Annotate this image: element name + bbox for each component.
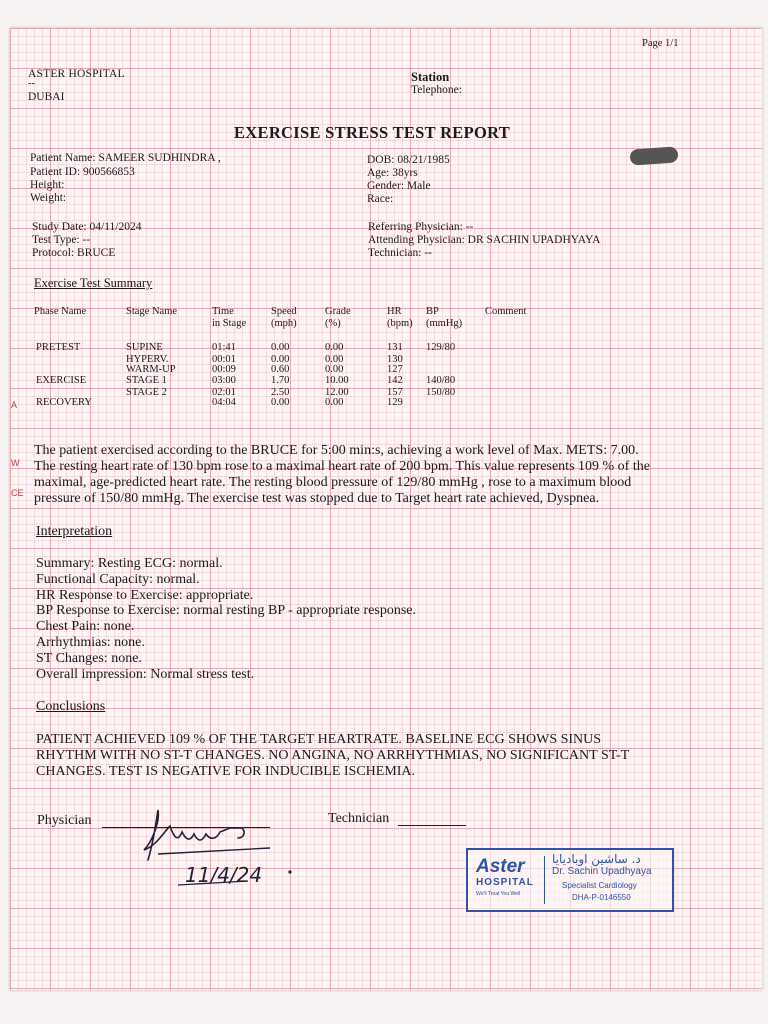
header-phase: Phase Name (34, 306, 87, 317)
cell-phase: EXERCISE (36, 375, 87, 386)
patient-dob: DOB: 08/21/1985 (367, 154, 450, 166)
interpretation-line: Arrhythmias: none. (36, 634, 145, 650)
report-title: EXERCISE STRESS TEST REPORT (234, 123, 511, 142)
cell-bp: 140/80 (426, 375, 456, 386)
technician-label: Technician (328, 811, 390, 826)
cell-stage: WARM-UP (126, 364, 176, 375)
header-stage: Stage Name (126, 306, 178, 317)
cell-bp: 150/80 (426, 387, 456, 398)
hospital-dash: -- (28, 78, 35, 89)
interpretation-line: BP Response to Exercise: normal resting BP - appropriate response. (36, 603, 416, 619)
cell-stage: STAGE 2 (126, 387, 167, 398)
cell-time: 01:41 (212, 342, 236, 353)
cell-hr: 127 (387, 364, 403, 375)
table-row (34, 397, 734, 409)
telephone-label: Telephone: (411, 84, 462, 96)
cell-grade: 12.00 (325, 387, 349, 398)
cell-phase: RECOVERY (36, 397, 93, 408)
stamp-specialty: Specialist Cardiology (562, 881, 637, 890)
cell-time: 04:04 (212, 397, 236, 408)
stamp-divider (544, 856, 545, 904)
cell-time: 00:01 (212, 354, 236, 365)
narrative-line: The resting heart rate of 130 bpm rose to a maximal heart rate of 200 bpm. This value represents 109 % of the (34, 459, 650, 474)
interpretation-line: Chest Pain: none. (36, 619, 135, 635)
conclusions-heading: Conclusions (36, 699, 106, 714)
cell-speed: 1.70 (271, 375, 290, 386)
cell-time: 02:01 (212, 387, 236, 398)
cell-hr: 130 (387, 354, 403, 365)
patient-id: Patient ID: 900566853 (30, 166, 135, 178)
hospital-city: DUBAI (28, 91, 65, 103)
stamp-license: DHA-P-0146550 (572, 893, 631, 902)
cell-speed: 0.00 (271, 342, 290, 353)
cell-speed: 0.60 (271, 364, 290, 375)
technician-field: Technician: -- (368, 247, 433, 259)
interpretation-heading: Interpretation (36, 524, 113, 539)
cell-grade: 0.00 (325, 364, 344, 375)
patient-height: Height: (30, 179, 65, 191)
report-paper (10, 28, 762, 990)
page-number: Page 1/1 (642, 38, 679, 49)
physician-signature (130, 788, 300, 888)
exercise-summary-table (34, 306, 734, 416)
cell-grade: 0.00 (325, 397, 344, 408)
interpretation-line: HR Response to Exercise: appropriate. (36, 587, 254, 603)
cell-time: 00:09 (212, 364, 236, 375)
test-type: Test Type: -- (32, 234, 91, 246)
stamp-tagline: We'll Treat You Well (476, 891, 521, 897)
cell-hr: 131 (387, 342, 403, 353)
study-date: Study Date: 04/11/2024 (32, 221, 142, 233)
cell-hr: 142 (387, 375, 403, 386)
header-hr: HR (bpm) (387, 306, 413, 329)
patient-age: Age: 38yrs (367, 167, 418, 179)
interpretation-list (36, 556, 416, 682)
protocol: Protocol: BRUCE (32, 247, 116, 259)
handwritten-date: 11/4/24 (185, 863, 263, 887)
narrative-line: The patient exercised according to the BRUCE for 5:00 min:s, achieving a work level of Max. METS: 7.00. (34, 443, 639, 458)
header-grade: Grade (%) (325, 306, 351, 329)
cell-speed: 0.00 (271, 354, 290, 365)
cell-bp: 129/80 (426, 342, 456, 353)
cell-time: 03:00 (212, 375, 236, 386)
station-label: Station (411, 70, 450, 84)
cell-stage: SUPINE (126, 342, 163, 353)
table-row (34, 342, 734, 354)
redaction-mark (630, 146, 679, 165)
cell-hr: 157 (387, 387, 403, 398)
narrative-line: pressure of 150/80 mmHg. The exercise test was stopped due to Target heart rate achieved, Dyspnea. (34, 491, 600, 506)
cell-stage: STAGE 1 (126, 375, 167, 386)
interpretation-line: Overall impression: Normal stress test. (36, 666, 255, 682)
patient-race: Race: (367, 193, 394, 205)
header-comment: Comment (485, 306, 527, 317)
cell-grade: 0.00 (325, 342, 344, 353)
narrative-line: maximal, age-predicted heart rate. The resting blood pressure of 129/80 mmHg , rose to a maximum blood (34, 475, 632, 490)
cell-speed: 2.50 (271, 387, 290, 398)
conclusion-line: PATIENT ACHIEVED 109 % OF THE TARGET HEARTRATE. BASELINE ECG SHOWS SINUS (36, 732, 602, 747)
stamp-doctor: Dr. Sachin Upadhyaya (552, 866, 652, 877)
stamp-brand: Aster (476, 856, 525, 877)
technician-signature-line (398, 825, 466, 826)
cell-grade: 10.00 (325, 375, 349, 386)
patient-name: Patient Name: SAMEER SUDHINDRA , (30, 152, 221, 164)
table-row (34, 375, 734, 387)
conclusion-line: CHANGES. TEST IS NEGATIVE FOR INDUCIBLE ISCHEMIA. (36, 764, 416, 779)
referring-physician: Referring Physician: -- (368, 221, 474, 233)
interpretation-line: Functional Capacity: normal. (36, 571, 200, 587)
physician-label: Physician (37, 813, 92, 828)
patient-weight: Weight: (30, 192, 67, 204)
cell-phase: PRETEST (36, 342, 81, 353)
summary-heading: Exercise Test Summary (34, 276, 153, 290)
interpretation-line: ST Changes: none. (36, 650, 142, 666)
stamp-arabic-name: د. ساشين اوباديايا (552, 852, 641, 866)
conclusion-line: RHYTHM WITH NO ST-T CHANGES. NO ANGINA, NO ARRHYTHMIAS, NO SIGNIFICANT ST-T (36, 748, 630, 763)
hospital-name: ASTER HOSPITAL (28, 68, 125, 80)
attending-physician: Attending Physician: DR SACHIN UPADHYAYA (368, 234, 601, 246)
interpretation-line: Summary: Resting ECG: normal. (36, 556, 223, 571)
header-time: Time in Stage (212, 306, 247, 329)
margin-mark: W (11, 458, 20, 468)
doctor-stamp (466, 848, 674, 912)
margin-mark: CE (11, 488, 24, 498)
header-speed: Speed (mph) (271, 306, 297, 329)
cell-speed: 0.00 (271, 397, 290, 408)
cell-hr: 129 (387, 397, 403, 408)
narrative-paragraph (34, 443, 650, 507)
cell-grade: 0.00 (325, 354, 344, 365)
conclusions-text (36, 732, 629, 780)
cell-stage: HYPERV. (126, 354, 169, 365)
header-bp: BP (mmHg) (426, 306, 463, 329)
patient-gender: Gender: Male (367, 180, 431, 192)
margin-mark: A (11, 400, 18, 410)
stamp-brand-sub: HOSPITAL (476, 877, 534, 888)
